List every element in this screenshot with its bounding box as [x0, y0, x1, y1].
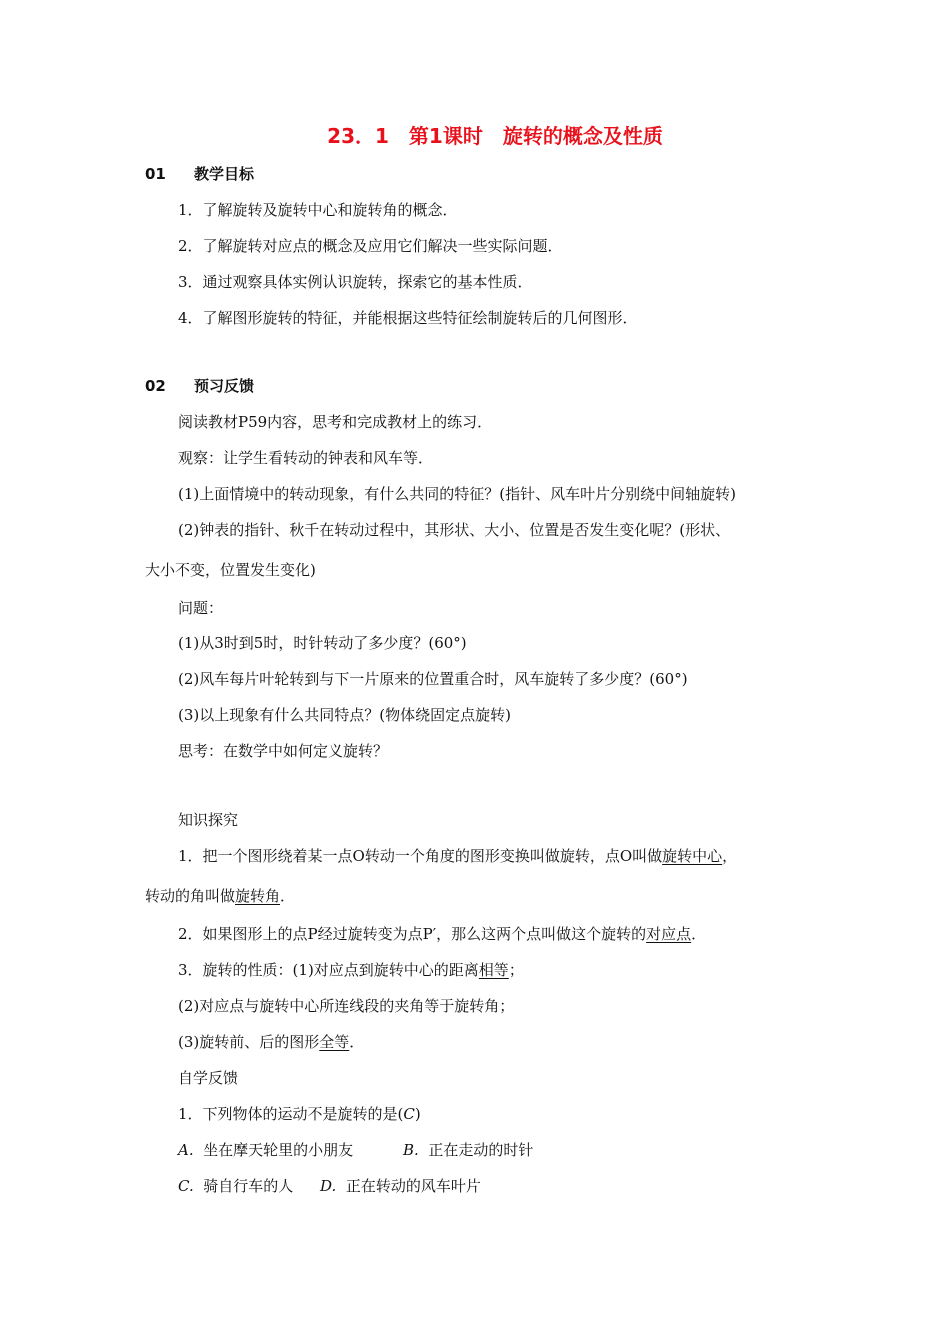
answer-choice: C [403, 1105, 415, 1123]
objective-item: 3．通过观察具体实例认识旋转，探索它的基本性质． [178, 273, 533, 291]
blank-answer: 相等 [478, 961, 509, 979]
option-a-text: 坐在摩天轮里的小朋友 [203, 1141, 354, 1159]
knowledge-point-continued [145, 886, 295, 906]
knowledge-point [178, 960, 524, 980]
option-d-letter: D. [320, 1177, 337, 1195]
knowledge-point [178, 924, 706, 944]
section-number: 01 [145, 165, 166, 183]
observation-text: 观察：让学生看转动的钟表和风车等． [178, 449, 434, 467]
knowledge-point [178, 1032, 364, 1052]
text: 1．下列物体的运动不是旋转的是( [178, 1105, 404, 1123]
option-b-letter: B. [403, 1141, 419, 1159]
objective-item: 2．了解旋转对应点的概念及应用它们解决一些实际问题． [178, 237, 563, 255]
section-heading: 预习反馈 [194, 377, 255, 395]
text: ； [508, 961, 524, 979]
problem-item: (1)从3时到5时，时针转动了多少度？(60°) [178, 634, 467, 652]
problem-item: (2)风车每片叶轮转到与下一片原来的位置重合时，风车旋转了多少度？(60°) [178, 670, 688, 688]
question-text-continued: 大小不变，位置发生变化) [145, 561, 316, 579]
option-d-text: 正在转动的风车叶片 [345, 1177, 481, 1195]
knowledge-point [178, 846, 737, 866]
knowledge-point: (2)对应点与旋转中心所连线段的夹角等于旋转角； [178, 997, 515, 1015]
problem-label: 问题： [178, 599, 224, 617]
objective-item: 1．了解旋转及旋转中心和旋转角的概念． [178, 201, 458, 219]
subsection-heading: 知识探究 [178, 811, 239, 829]
text: ) [414, 1105, 421, 1123]
option-b-text: 正在走动的时针 [428, 1141, 534, 1159]
section-heading: 教学目标 [194, 165, 255, 183]
question-text: (2)钟表的指针、秋千在转动过程中，其形状、大小、位置是否发生变化呢？(形状、 [178, 521, 731, 539]
option-row [178, 1140, 353, 1160]
blank-answer: 旋转中心 [662, 847, 723, 865]
text: (3)旋转前、后的图形 [178, 1033, 320, 1051]
text: 2．如果图形上的点P经过旋转变为点P′，那么这两个点叫做这个旋转的 [178, 925, 647, 943]
problem-item: (3)以上现象有什么共同特点？(物体绕固定点旋转) [178, 706, 511, 724]
blank-answer: 旋转角 [235, 887, 281, 905]
text: ． [691, 925, 707, 943]
text: 转动的角叫做 [145, 887, 236, 905]
text: 1．把一个图形绕着某一点O转动一个角度的图形变换叫做旋转，点O叫做 [178, 847, 663, 865]
text: ． [280, 887, 296, 905]
blank-answer: 对应点 [646, 925, 692, 943]
question-text: (1)上面情境中的转动现象，有什么共同的特征？(指针、风车叶片分别绕中间轴旋转) [178, 485, 736, 503]
text: ． [349, 1033, 365, 1051]
option-row [403, 1140, 533, 1160]
blank-answer: 全等 [319, 1033, 350, 1051]
think-prompt: 思考：在数学中如何定义旋转？ [178, 742, 389, 760]
option-row [178, 1176, 293, 1196]
objective-item: 4．了解图形旋转的特征，并能根据这些特征绘制旋转后的几何图形． [178, 309, 638, 327]
page-title: 23．1 第1课时 旋转的概念及性质 [327, 124, 663, 148]
text: ， [722, 847, 738, 865]
reading-instruction: 阅读教材P59内容，思考和完成教材上的练习． [178, 413, 493, 431]
exercise-question [178, 1104, 421, 1124]
option-row [320, 1176, 481, 1196]
section-number: 02 [145, 377, 166, 395]
option-c-letter: C. [178, 1177, 194, 1195]
option-c-text: 骑自行车的人 [203, 1177, 294, 1195]
text: 3．旋转的性质：(1)对应点到旋转中心的距离 [178, 961, 479, 979]
subsection-heading: 自学反馈 [178, 1069, 239, 1087]
option-a-letter: A. [178, 1141, 194, 1159]
